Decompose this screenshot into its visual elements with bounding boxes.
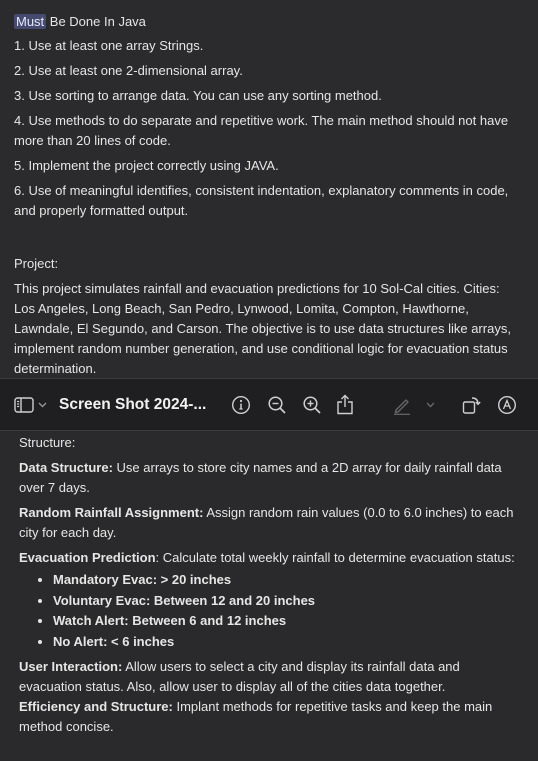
info-button[interactable] — [231, 389, 251, 421]
requirement-5: 5. Implement the project correctly using JAVA. — [14, 158, 279, 173]
chevron-down-icon — [426, 402, 435, 408]
sidebar-icon — [14, 397, 34, 413]
random-rainfall-text: Assign random rain values (0.0 to 6.0 inches) to each city for each day. — [19, 505, 514, 540]
share-button[interactable] — [336, 389, 354, 421]
evacuation-paragraph — [19, 548, 524, 568]
heading — [14, 12, 524, 32]
structure-label: Structure: — [19, 435, 76, 450]
evacuation-levels-list — [19, 570, 524, 652]
zoom-in-icon — [302, 395, 322, 415]
project-description: This project simulates rainfall and evacuation predictions for 10 Sol-Cal cities. Cities: Los Angeles, Long Beach, San Pedro, Lynwood, Lomita, Compton, Hawthorne, Lawndale, El Segundo, and Carson. The objective is to use data structures like arrays, implement random number generation, and use conditional logic for evacuation status determination. — [14, 281, 511, 376]
random-rainfall-label: Random Rainfall Assignment: — [19, 505, 204, 520]
instructions-panel — [0, 0, 538, 378]
user-interaction-text: Allow users to select a city and display its rainfall data and evacuation status. Also, allow user to display all of the cities data together. — [19, 659, 460, 694]
requirement-4: 4. Use methods to do separate and repetitive work. The main method should not have more than 20 lines of code. — [14, 113, 509, 148]
user-interaction-label: User Interaction: — [19, 659, 123, 674]
efficiency-label: Efficiency and Structure: — [19, 699, 173, 714]
document-content — [0, 431, 538, 761]
requirement-3: 3. Use sorting to arrange data. You can use any sorting method. — [14, 88, 382, 103]
project-label: Project: — [14, 256, 59, 271]
requirement-1: 1. Use at least one array Strings. — [14, 38, 204, 53]
random-rainfall-paragraph — [19, 503, 524, 543]
data-structure-paragraph — [19, 458, 524, 498]
requirement-6: 6. Use of meaningful identifies, consistent indentation, explanatory comments in code, and properly formatted output. — [14, 183, 509, 218]
annotate-button[interactable] — [497, 389, 517, 421]
zoom-in-button[interactable] — [302, 389, 322, 421]
list-item: • No Alert: < 6 inches — [53, 632, 524, 653]
evacuation-label: Evacuation Prediction — [19, 550, 156, 565]
share-icon — [336, 394, 354, 415]
list-item: • Mandatory Evac: > 20 inches — [53, 570, 524, 591]
evacuation-text: : Calculate total weekly rainfall to determine evacuation status: — [155, 550, 515, 565]
requirement-2: 2. Use at least one 2-dimensional array. — [14, 63, 243, 78]
heading-rest: Be Done In Java — [46, 14, 146, 29]
data-structure-text: Use arrays to store city names and a 2D array for daily rainfall data over 7 days. — [19, 460, 502, 495]
markup-pen-icon — [392, 395, 412, 415]
info-icon — [231, 395, 251, 415]
data-structure-label: Data Structure: — [19, 460, 113, 475]
efficiency-paragraph — [19, 697, 524, 737]
annotate-icon — [497, 395, 517, 415]
efficiency-text: Implant methods for repetitive tasks and keep the main method concise. — [19, 699, 493, 734]
highlighted-text: Must — [16, 14, 45, 29]
chevron-down-icon — [38, 402, 47, 408]
rotate-button[interactable] — [461, 389, 481, 421]
list-item: • Watch Alert: Between 6 and 12 inches — [53, 611, 524, 632]
preview-toolbar — [0, 378, 538, 431]
user-interaction-paragraph — [19, 657, 524, 697]
zoom-out-button[interactable] — [267, 389, 287, 421]
sidebar-toggle-button[interactable] — [14, 389, 47, 421]
markup-button[interactable] — [392, 389, 435, 421]
rotate-icon — [461, 395, 481, 415]
document-title[interactable]: Screen Shot 2024-... — [59, 395, 207, 413]
list-item: • Voluntary Evac: Between 12 and 20 inches — [53, 591, 524, 612]
zoom-out-icon — [267, 395, 287, 415]
